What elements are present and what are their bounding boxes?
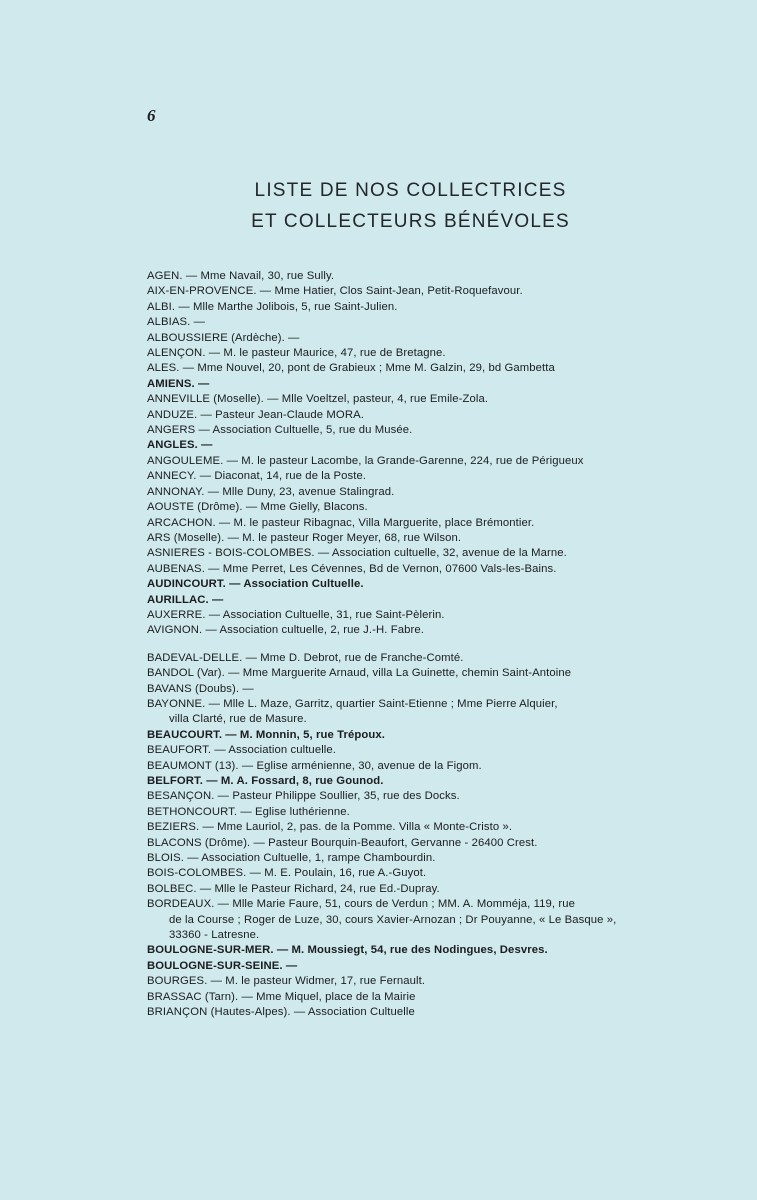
entry-text: ALBIAS. — (147, 316, 206, 329)
entry-text: ANGLES. — (147, 439, 213, 452)
entry-text: BEAUMONT (13). — Eglise arménienne, 30, avenue de la Figom. (147, 759, 482, 772)
entry-text: ALENÇON. — M. le pasteur Maurice, 47, rue de Bretagne. (147, 347, 446, 360)
list-entry (147, 759, 625, 774)
entry-text: AOUSTE (Drôme). — Mme Gielly, Blacons. (147, 501, 368, 514)
list-entry (147, 851, 625, 866)
entry-text: ANDUZE. — Pasteur Jean-Claude MORA. (147, 408, 364, 421)
list-entry (147, 269, 625, 284)
entry-text: AUDINCOURT. — Association Cultuelle. (147, 578, 364, 591)
entry-text: BELFORT. — M. A. Fossard, 8, rue Gounod. (147, 775, 384, 787)
list-entry (147, 346, 625, 361)
list-entry (147, 697, 625, 728)
list-entry (147, 438, 625, 453)
entry-text: ARS (Moselle). — M. le pasteur Roger Meyer, 68, rue Wilson. (147, 531, 462, 544)
list-entry (147, 469, 625, 484)
entry-text: BOIS-COLOMBES. — M. E. Poulain, 16, rue A.-Guyot. (147, 867, 427, 880)
list-entry (147, 361, 625, 376)
entry-text: AUXERRE. — Association Cultuelle, 31, rue Saint-Pèlerin. (147, 608, 445, 621)
entry-text: AGEN. — Mme Navail, 30, rue Sully. (147, 270, 335, 282)
entry-text: BOULOGNE-SUR-MER. — M. Moussiegt, 54, rue des Nodingues, Desvres. (147, 944, 548, 957)
entry-text: BETHONCOURT. — Eglise luthérienne. (147, 805, 350, 818)
list-entry (147, 882, 625, 897)
list-entry (147, 531, 625, 546)
list-entry (147, 974, 625, 989)
page-number: 6 (147, 106, 156, 125)
entry-text: BRASSAC (Tarn). — Mme Miquel, place de la Mairie (147, 990, 416, 1003)
list-entry (147, 546, 625, 561)
entry-text: ANNONAY. — Mlle Duny, 23, avenue Stalingrad. (147, 485, 395, 498)
entry-text: BOLBEC. — Mlle le Pasteur Richard, 24, rue Ed.-Dupray. (147, 882, 440, 895)
entry-text: BESANÇON. — Pasteur Philippe Soullier, 35, rue des Docks. (147, 790, 460, 803)
entry-text: BEAUFORT. — Association cultuelle. (147, 744, 337, 757)
list-entry (147, 454, 625, 469)
page-title-line-2: ET COLLECTEURS BÉNÉVOLES (251, 211, 570, 232)
collector-group-b (147, 651, 625, 1021)
entry-text: BRIANÇON (Hautes-Alpes). — Association Cultuelle (147, 1006, 415, 1019)
entry-text: ANNEVILLE (Moselle). — Mlle Voeltzel, pasteur, 4, rue Emile-Zola. (147, 393, 489, 406)
list-entry (147, 315, 625, 330)
entry-text: AIX-EN-PROVENCE. — Mme Hatier, Clos Saint-Jean, Petit-Roquefavour. (147, 285, 523, 298)
entry-text: BANDOL (Var). — Mme Marguerite Arnaud, villa La Guinette, chemin Saint-Antoine (147, 667, 572, 680)
list-entry (147, 284, 625, 299)
entry-text: BOURGES. — M. le pasteur Widmer, 17, rue Fernault. (147, 975, 426, 988)
list-entry (147, 728, 625, 743)
entry-text: BAYONNE. — Mlle L. Maze, Garritz, quartier Saint-Etienne ; Mme Pierre Alquier, (147, 697, 558, 710)
entry-text: AVIGNON. — Association cultuelle, 2, rue J.-H. Fabre. (147, 624, 424, 637)
list-entry (147, 392, 625, 407)
list-entry (147, 500, 625, 515)
entry-text: ALES. — Mme Nouvel, 20, pont de Grabieux ; Mme M. Galzin, 29, bd Gambetta (147, 362, 555, 375)
entry-text: ALBI. — Mlle Marthe Jolibois, 5, rue Saint-Julien. (147, 300, 398, 313)
list-entry (147, 789, 625, 804)
entry-text: BEZIERS. — Mme Lauriol, 2, pas. de la Pomme. Villa « Monte-Cristo ». (147, 821, 513, 834)
list-entry (147, 577, 625, 592)
list-entry (147, 959, 625, 974)
entry-text: AUBENAS. — Mme Perret, Les Cévennes, Bd de Vernon, 07600 Vals-les-Bains. (147, 562, 557, 575)
list-entry (147, 836, 625, 851)
entry-text: ALBOUSSIERE (Ardèche). — (147, 331, 300, 344)
entry-text: BOULOGNE-SUR-SEINE. — (147, 959, 298, 972)
list-entry (147, 300, 625, 315)
list-entry (147, 897, 625, 943)
entry-text: ANNECY. — Diaconat, 14, rue de la Poste. (147, 470, 367, 483)
list-entry (147, 593, 625, 608)
list-entry (147, 516, 625, 531)
list-entry (147, 743, 625, 758)
list-entry (147, 774, 625, 789)
list-entry (147, 331, 625, 346)
entry-text: ANGERS — Association Cultuelle, 5, rue du Musée. (147, 424, 413, 437)
collector-list (147, 269, 625, 1021)
entry-text: ASNIERES - BOIS-COLOMBES. — Association cultuelle, 32, avenue de la Marne. (147, 547, 567, 560)
list-entry (147, 943, 625, 958)
group-separator (147, 639, 625, 651)
entry-text: AMIENS. — (147, 377, 210, 390)
entry-continuation: villa Clarté, rue de Masure. (169, 713, 307, 726)
collector-group-a (147, 269, 625, 639)
entry-text: BLOIS. — Association Cultuelle, 1, rampe Chambourdin. (147, 852, 436, 865)
entry-text: BLACONS (Drôme). — Pasteur Bourquin-Beaufort, Gervanne - 26400 Crest. (147, 836, 538, 849)
list-entry (147, 562, 625, 577)
list-entry (147, 866, 625, 881)
entry-continuation: de la Course ; Roger de Luze, 30, cours Xavier-Arnozan ; Dr Pouyanne, « Le Basque », 33360 - Latresne. (169, 913, 617, 942)
list-entry (147, 651, 625, 666)
entry-text: BORDEAUX. — Mlle Marie Faure, 51, cours de Verdun ; MM. A. Momméja, 119, rue (147, 898, 576, 911)
entry-text: ARCACHON. — M. le pasteur Ribagnac, Villa Marguerite, place Brémontier. (147, 516, 535, 529)
list-entry (147, 666, 625, 681)
entry-text: BAVANS (Doubs). — (147, 682, 254, 695)
entry-text: BADEVAL-DELLE. — Mme D. Debrot, rue de Franche-Comté. (147, 651, 464, 664)
page-title-line-1: LISTE DE NOS COLLECTRICES (254, 180, 567, 201)
list-entry (147, 623, 625, 638)
list-entry (147, 408, 625, 423)
list-entry (147, 805, 625, 820)
list-entry (147, 608, 625, 623)
list-entry (147, 820, 625, 835)
entry-text: AURILLAC. — (147, 593, 224, 606)
entry-text: BEAUCOURT. — M. Monnin, 5, rue Trépoux. (147, 728, 386, 741)
list-entry (147, 423, 625, 438)
list-entry (147, 1005, 625, 1020)
entry-text: ANGOULEME. — M. le pasteur Lacombe, la Grande-Garenne, 224, rue de Périgueux (147, 454, 584, 467)
list-entry (147, 377, 625, 392)
list-entry (147, 485, 625, 500)
list-entry (147, 990, 625, 1005)
list-entry (147, 682, 625, 697)
